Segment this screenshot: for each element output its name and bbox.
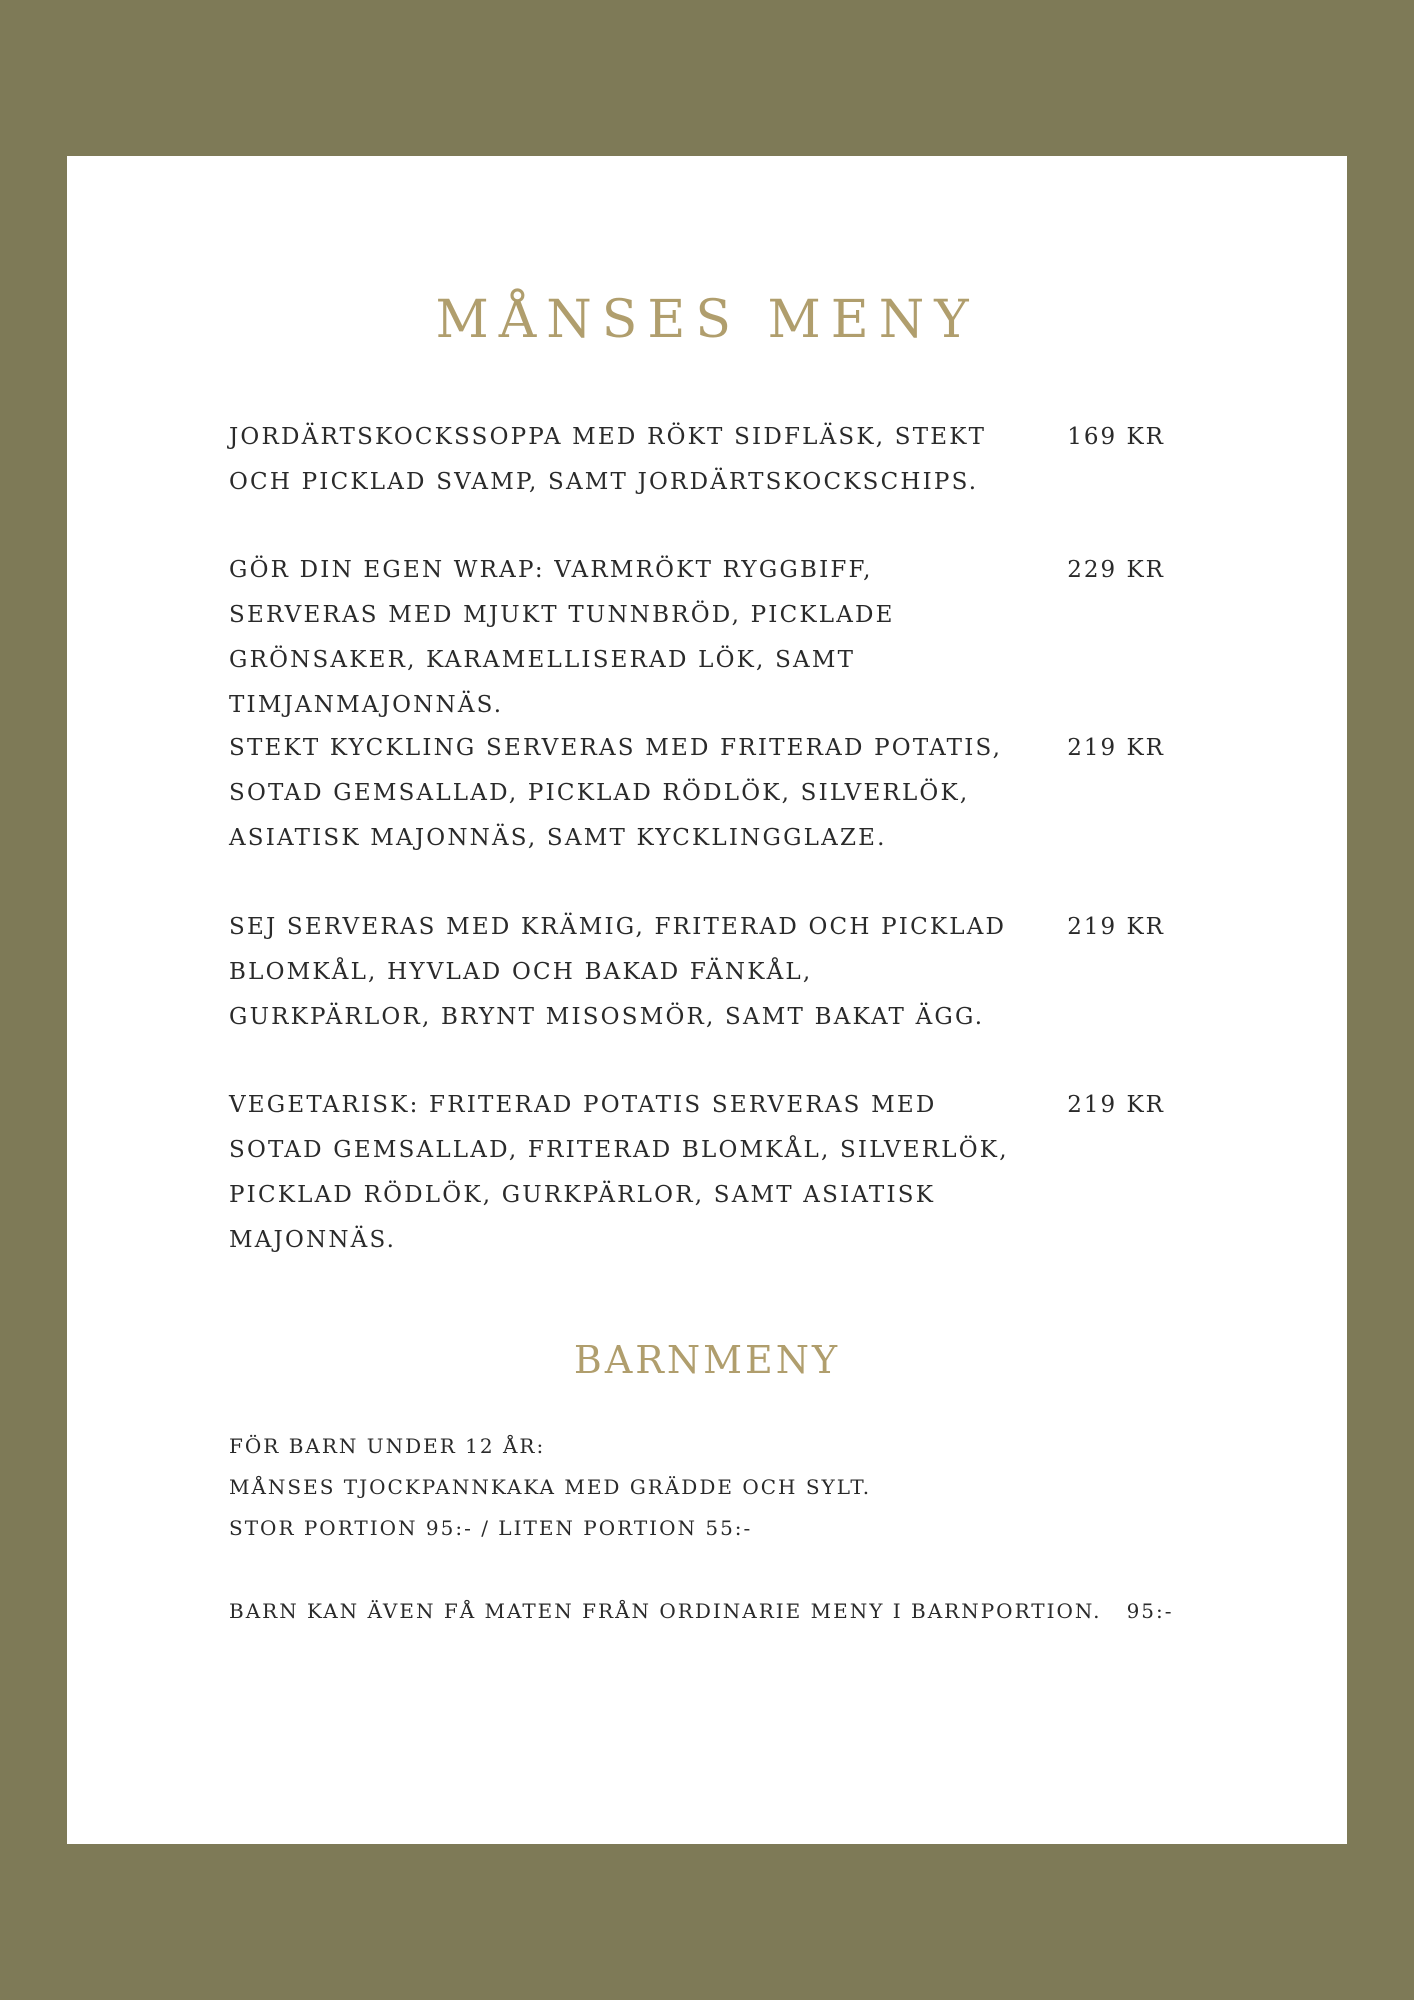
kids-menu-line: MÅNSES TJOCKPANNKAKA MED GRÄDDE OCH SYLT. — [229, 1475, 872, 1499]
menu-title: MÅNSES MENY — [435, 290, 979, 350]
kids-menu-note: BARN KAN ÄVEN FÅ MATEN FRÅN ORDINARIE MENY I BARNPORTION. 95:- — [229, 1599, 1174, 1623]
menu-item-description: JORDÄRTSKOCKSSOPPA MED RÖKT SIDFLÄSK, STEKT OCH PICKLAD SVAMP, SAMT JORDÄRTSKOCKSCHIPS. — [229, 424, 987, 495]
menu-item-price: 219 KR — [1067, 914, 1165, 940]
kids-menu-line: STOR PORTION 95:- / LITEN PORTION 55:- — [229, 1516, 753, 1540]
menu-item-price: 219 KR — [1067, 735, 1165, 761]
menu-item-price: 169 KR — [1067, 424, 1165, 450]
menu-item-description: VEGETARISK: FRITERAD POTATIS SERVERAS MED SOTAD GEMSALLAD, FRITERAD BLOMKÅL, SILVERLÖK, PICKLAD RÖDLÖK, GURKPÄRLOR, SAMT ASIATISK MAJONNÄS. — [229, 1092, 1009, 1253]
menu-item-description: SEJ SERVERAS MED KRÄMIG, FRITERAD OCH PICKLAD BLOMKÅL, HYVLAD OCH BAKAD FÄNKÅL, GURKPÄRLOR, BRYNT MISOSMÖR, SAMT BAKAT ÄGG. — [229, 914, 1007, 1030]
menu-item-price: 219 KR — [1067, 1092, 1165, 1118]
kids-menu-title: BARNMENY — [573, 1338, 841, 1382]
menu-item-price: 229 KR — [1067, 557, 1165, 583]
menu-item-description: GÖR DIN EGEN WRAP: VARMRÖKT RYGGBIFF, SERVERAS MED MJUKT TUNNBRÖD, PICKLADE GRÖNSAKER, KARAMELLISERAD LÖK, SAMT TIMJANMAJONNÄS. — [229, 557, 895, 718]
kids-menu-line: FÖR BARN UNDER 12 ÅR: — [229, 1434, 546, 1458]
menu-item-description: STEKT KYCKLING SERVERAS MED FRITERAD POTATIS, SOTAD GEMSALLAD, PICKLAD RÖDLÖK, SILVERLÖK, ASIATISK MAJONNÄS, SAMT KYCKLINGGLAZE. — [229, 735, 1003, 851]
